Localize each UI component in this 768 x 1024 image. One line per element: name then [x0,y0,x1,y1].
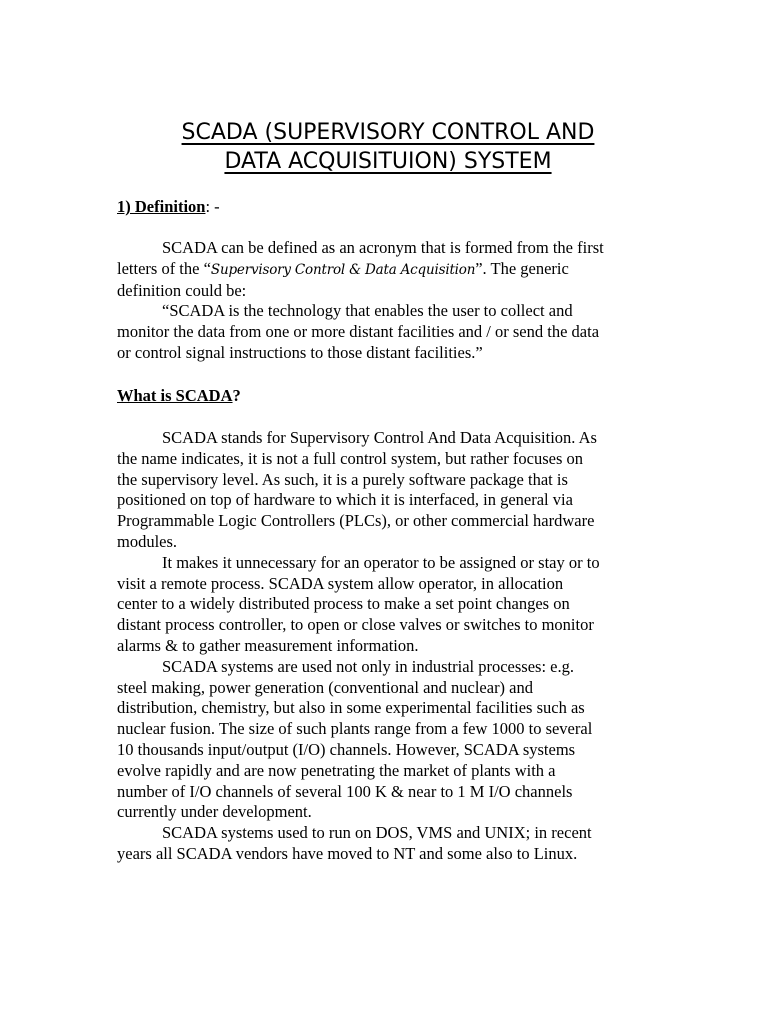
paragraph-line: SCADA stands for Supervisory Control And Data Acquisition. As [162,428,597,447]
definition-heading-label: 1) Definition [117,197,206,216]
paragraph-line: the name indicates, it is not a full control system, but rather focuses on [117,448,584,468]
document-title-line-2: DATA ACQUISITUION) SYSTEM [224,149,552,174]
paragraph-line: number of I/O channels of several 100 K & near to 1 M I/O channels [117,781,573,801]
document-title [100,118,676,176]
paragraph-line: currently under development. [117,802,312,822]
what-is-scada-paragraph [117,428,653,865]
paragraph-line: evolve rapidly and are now penetrating the market of plants with a [117,760,556,780]
what-is-scada-heading-suffix: ? [232,386,241,405]
paragraph-line: distribution, chemistry, but also in some experimental facilities such as [117,698,585,718]
definition-paragraph [117,238,653,364]
definition-line-part: letters of the “ [117,258,211,278]
paragraph-line: steel making, power generation (conventional and nuclear) and [117,677,534,697]
paragraph-line: SCADA systems are used not only in industrial processes: e.g. [162,656,575,676]
paragraph-line: It makes it unnecessary for an operator to be assigned or stay or to [162,552,600,572]
what-is-scada-heading-label: What is SCADA [117,386,233,405]
paragraph-line: nuclear fusion. The size of such plants range from a few 1000 to several [117,719,593,739]
paragraph-line: the supervisory level. As such, it is a purely software package that is [117,469,568,489]
definition-quote-line: “SCADA is the technology that enables the user to collect and [162,301,573,321]
definition-line: SCADA can be defined as an acronym that is formed from the first [162,238,604,257]
paragraph-line: distant process controller, to open or close valves or switches to monitor [117,615,594,635]
paragraph-line: positioned on top of hardware to which it is interfaced, in general via [117,490,573,510]
document-title-line-1: SCADA (SUPERVISORY CONTROL AND [181,120,595,145]
paragraph-line: modules. [117,531,178,551]
definition-line-part: ”. The generic [475,258,569,278]
definition-quote-line: or control signal instructions to those distant facilities.” [117,342,483,362]
what-is-scada-heading [117,386,241,407]
paragraph-line: Programmable Logic Controllers (PLCs), or other commercial hardware [117,511,595,531]
paragraph-line: 10 thousands input/output (I/O) channels. However, SCADA systems [117,739,576,759]
definition-heading-suffix: : - [205,197,220,216]
definition-quote-line: monitor the data from one or more distant facilities and / or send the data [117,322,600,342]
definition-heading [117,197,220,218]
paragraph-line: visit a remote process. SCADA system allow operator, in allocation [117,573,564,593]
definition-term: Supervisory Control & Data Acquisition [210,261,476,278]
paragraph-line: years all SCADA vendors have moved to NT and some also to Linux. [117,843,578,863]
definition-line: definition could be: [117,280,247,300]
paragraph-line: alarms & to gather measurement information. [117,635,419,655]
paragraph-line: SCADA systems used to run on DOS, VMS and UNIX; in recent [162,823,592,843]
definition-line [117,259,653,281]
paragraph-line: center to a widely distributed process to make a set point changes on [117,594,570,614]
